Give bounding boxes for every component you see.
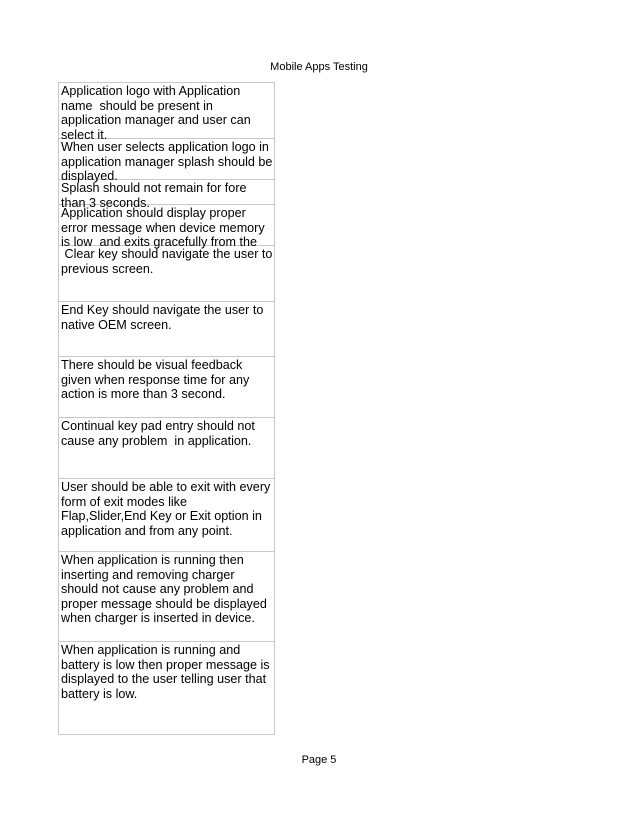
test-case-row: When application is running and battery is low then proper message is displayed to the user telling user that battery is low. xyxy=(59,641,274,734)
test-case-row: End Key should navigate the user to native OEM screen. xyxy=(59,301,274,356)
test-case-row: When user selects application logo in application manager splash should be displayed. xyxy=(61,140,276,183)
test-case-row: When application is running then inserting and removing charger should not cause any problem and proper message should be displayed when charger is inserted in device. xyxy=(59,551,274,641)
test-case-row: There should be visual feedback given when response time for any action is more than 3 second. xyxy=(59,356,274,417)
test-case-row: Splash should not remain for fore than 3 seconds. xyxy=(59,179,274,204)
test-case-row: Continual key pad entry should not cause any problem in application. xyxy=(59,417,274,478)
test-case-row: Clear key should navigate the user to previous screen. xyxy=(59,245,274,301)
test-case-row: Application should display proper error message when device memory is low and exits gracefully from the xyxy=(59,204,274,245)
page-footer: Page 5 xyxy=(301,754,337,766)
test-case-row: User should be able to exit with every form of exit modes like Flap,Slider,End Key or Exit option in application and from any point. xyxy=(59,478,274,551)
page-header: Mobile Apps Testing xyxy=(270,61,368,73)
test-case-row: Application logo with Application name should be present in application manager and user can select it. xyxy=(59,82,274,138)
test-case-table xyxy=(58,82,275,735)
